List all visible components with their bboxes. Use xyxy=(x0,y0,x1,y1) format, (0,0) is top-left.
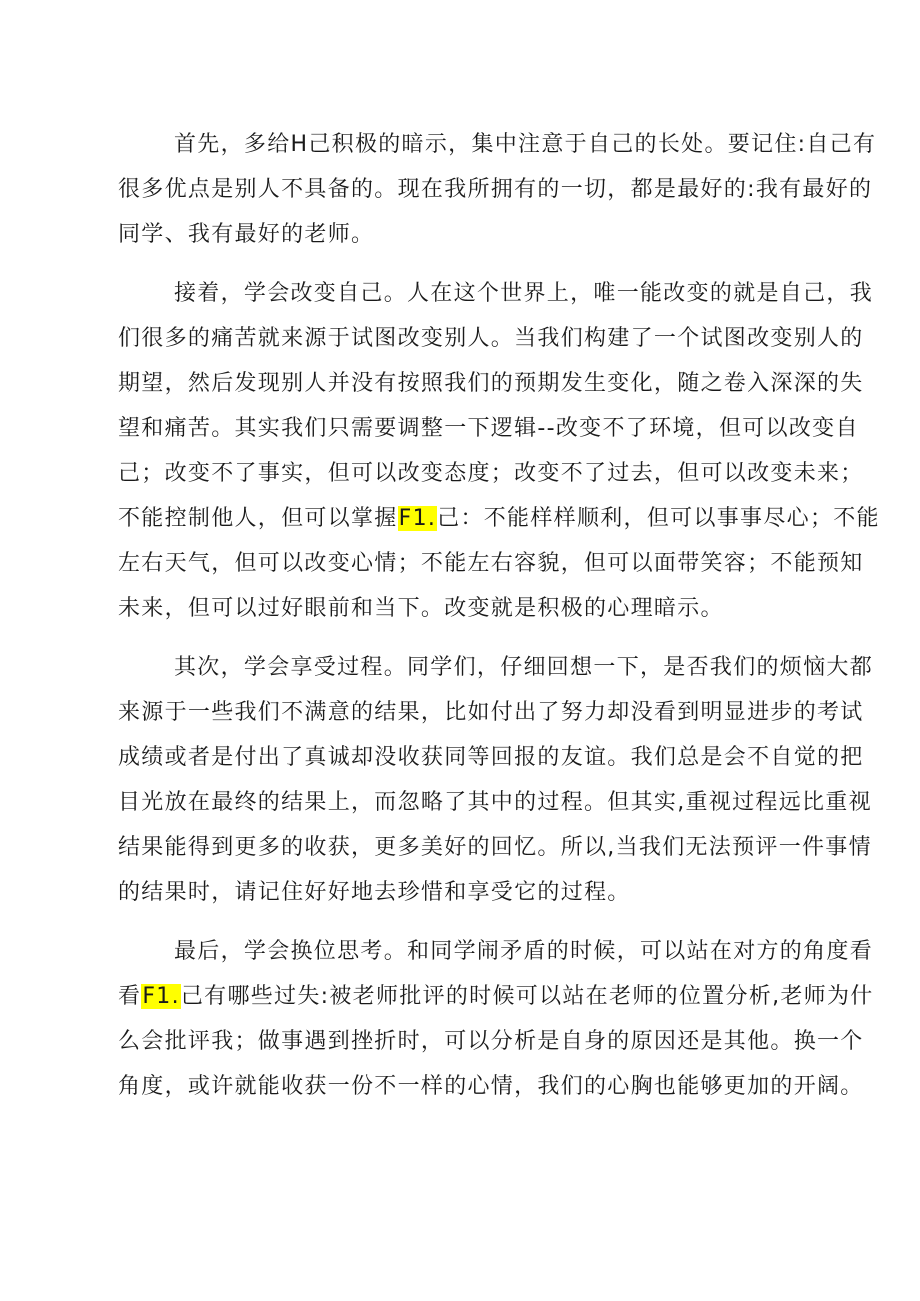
paragraph-line: 同学、我有最好的老师。 xyxy=(118,222,375,247)
line-text-before: 看 xyxy=(118,984,142,1009)
paragraph-2 xyxy=(118,271,880,631)
paragraph-line: 很多优点是别人不具备的。现在我所拥有的一切，都是最好的:我有最好的 xyxy=(118,177,873,202)
highlighted-text: F1. xyxy=(398,506,437,531)
paragraph-line: 最后，学会换位思考。和同学闹矛盾的时候，可以站在对方的角度看 xyxy=(174,939,874,964)
paragraph-1 xyxy=(118,122,877,257)
paragraph-line: 目光放在最终的结果上，而忽略了其中的过程。但其实,重视过程远比重视 xyxy=(118,790,872,815)
paragraph-3 xyxy=(118,645,874,915)
document-body xyxy=(118,122,880,1123)
paragraph-line: 未来，但可以过好眼前和当下。改变就是积极的心理暗示。 xyxy=(118,596,724,621)
line-text-after: 己有哪些过失:被老师批评的时候可以站在老师的位置分析,老师为什 xyxy=(180,984,874,1009)
paragraph-4 xyxy=(118,929,874,1109)
paragraph-line: 的结果时，请记住好好地去珍惜和享受它的过程。 xyxy=(118,880,631,905)
paragraph-line-with-highlight xyxy=(118,974,874,1019)
paragraph-line: 首先，多给H己积极的暗示，集中注意于自己的长处。要记住:自己有 xyxy=(174,132,877,157)
highlighted-text: F1. xyxy=(142,984,180,1009)
paragraph-line-with-highlight xyxy=(118,496,880,541)
paragraph-line: 期望，然后发现别人并没有按照我们的预期发生变化，随之卷入深深的失 xyxy=(118,371,864,396)
paragraph-line: 己；改变不了事实，但可以改变态度；改变不了过去，但可以改变未来； xyxy=(118,461,864,486)
paragraph-line: 左右天气，但可以改变心情；不能左右容貌，但可以面带笑容；不能预知 xyxy=(118,551,864,576)
paragraph-line: 望和痛苦。其实我们只需要调整一下逻辑--改变不了环境，但可以改变自 xyxy=(118,416,859,441)
paragraph-line: 来源于一些我们不满意的结果，比如付出了努力却没看到明显进步的考试 xyxy=(118,700,864,725)
paragraph-line: 结果能得到更多的收获，更多美好的回忆。所以,当我们无法预评一件事情 xyxy=(118,835,872,860)
paragraph-line: 角度，或许就能收获一份不一样的心情，我们的心胸也能够更加的开阔。 xyxy=(118,1074,864,1099)
line-text-before: 不能控制他人，但可以掌握 xyxy=(118,506,398,531)
paragraph-line: 成绩或者是付出了真诚却没收获同等回报的友谊。我们总是会不自觉的把 xyxy=(118,745,864,770)
paragraph-line: 接着，学会改变自己。人在这个世界上，唯一能改变的就是自己，我 xyxy=(174,281,874,306)
paragraph-line: 们很多的痛苦就来源于试图改变别人。当我们构建了一个试图改变别人的 xyxy=(118,326,864,351)
paragraph-line: 其次，学会享受过程。同学们，仔细回想一下，是否我们的烦恼大都 xyxy=(174,655,874,680)
line-text-after: 己：不能样样顺利，但可以事事尽心；不能 xyxy=(437,506,880,531)
paragraph-line: 么会批评我；做事遇到挫折时，可以分析是自身的原因还是其他。换一个 xyxy=(118,1029,864,1054)
